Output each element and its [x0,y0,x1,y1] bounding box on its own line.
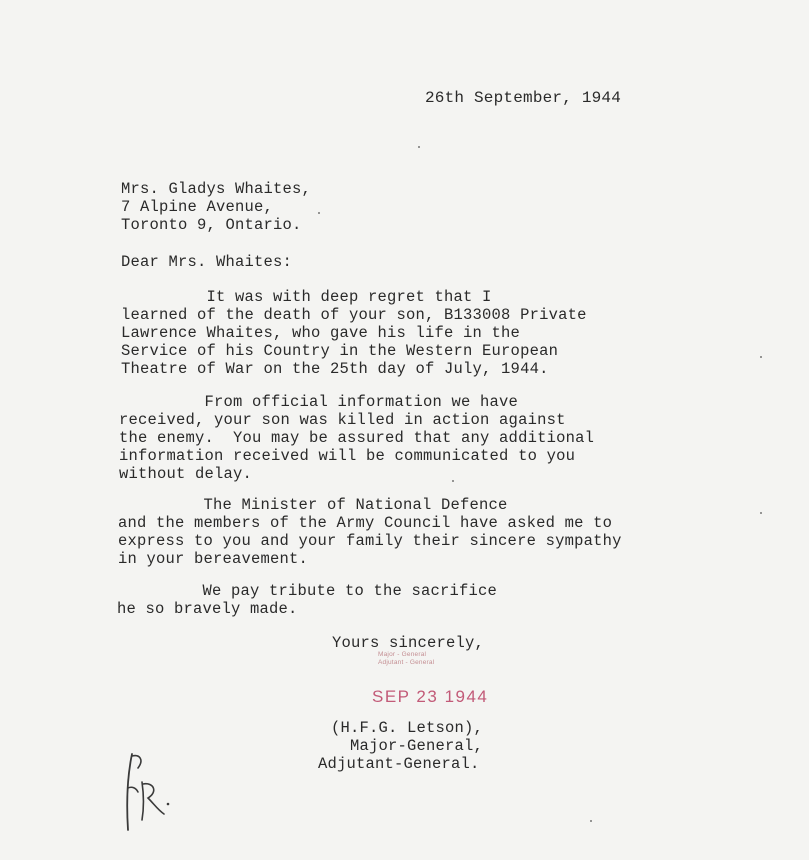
paragraph-3-line-4: in your bereavement. [118,550,309,568]
paragraph-1-line-3: Lawrence Whaites, who gave his life in the [121,324,521,342]
paragraph-1-line-1: It was with deep regret that I [121,288,492,306]
paragraph-1-line-4: Service of his Country in the Western European [121,342,559,360]
signatory-rank: Major-General, [350,737,484,755]
scan-speck [590,820,592,822]
scan-speck [452,480,454,482]
rank-stamp [378,651,434,667]
paragraph-3-line-2: and the members of the Army Council have asked me to [118,514,613,532]
paragraph-4-line-2: he so bravely made. [117,600,298,618]
signatory-name: (H.F.G. Letson), [331,719,484,737]
paragraph-1-line-5: Theatre of War on the 25th day of July, 1944. [121,360,549,378]
paragraph-1-line-2: learned of the death of your son, B133008 Private [121,306,587,324]
recipient-name: Mrs. Gladys Whaites, [121,180,312,198]
scan-speck [318,212,320,214]
paragraph-4-line-1: We pay tribute to the sacrifice [117,582,498,600]
rank-stamp-line-2: Adjutant - General [378,659,435,666]
scan-speck [418,146,420,148]
recipient-city: Toronto 9, Ontario. [121,216,302,234]
paragraph-2-line-3: the enemy. You may be assured that any additional [119,429,595,447]
paragraph-3-line-3: express to you and your family their sincere sympathy [118,532,622,550]
handwritten-initials [118,748,188,838]
paragraph-2-line-4: information received will be communicated to you [119,447,576,465]
closing: Yours sincerely, [332,634,485,652]
paragraph-2-line-2: received, your son was killed in action against [119,411,566,429]
received-date-stamp: SEP 23 1944 [372,687,489,706]
scan-speck [760,356,762,358]
paragraph-2-line-1: From official information we have [119,393,519,411]
scan-speck [760,512,762,514]
recipient-street: 7 Alpine Avenue, [121,198,274,216]
paragraph-3-line-1: The Minister of National Defence [118,496,508,514]
rank-stamp-line-1: Major - General [378,651,427,658]
paragraph-2-line-5: without delay. [119,465,253,483]
salutation: Dear Mrs. Whaites: [121,253,293,271]
signatory-title: Adjutant-General. [318,755,480,773]
letter-date: 26th September, 1944 [425,89,622,107]
